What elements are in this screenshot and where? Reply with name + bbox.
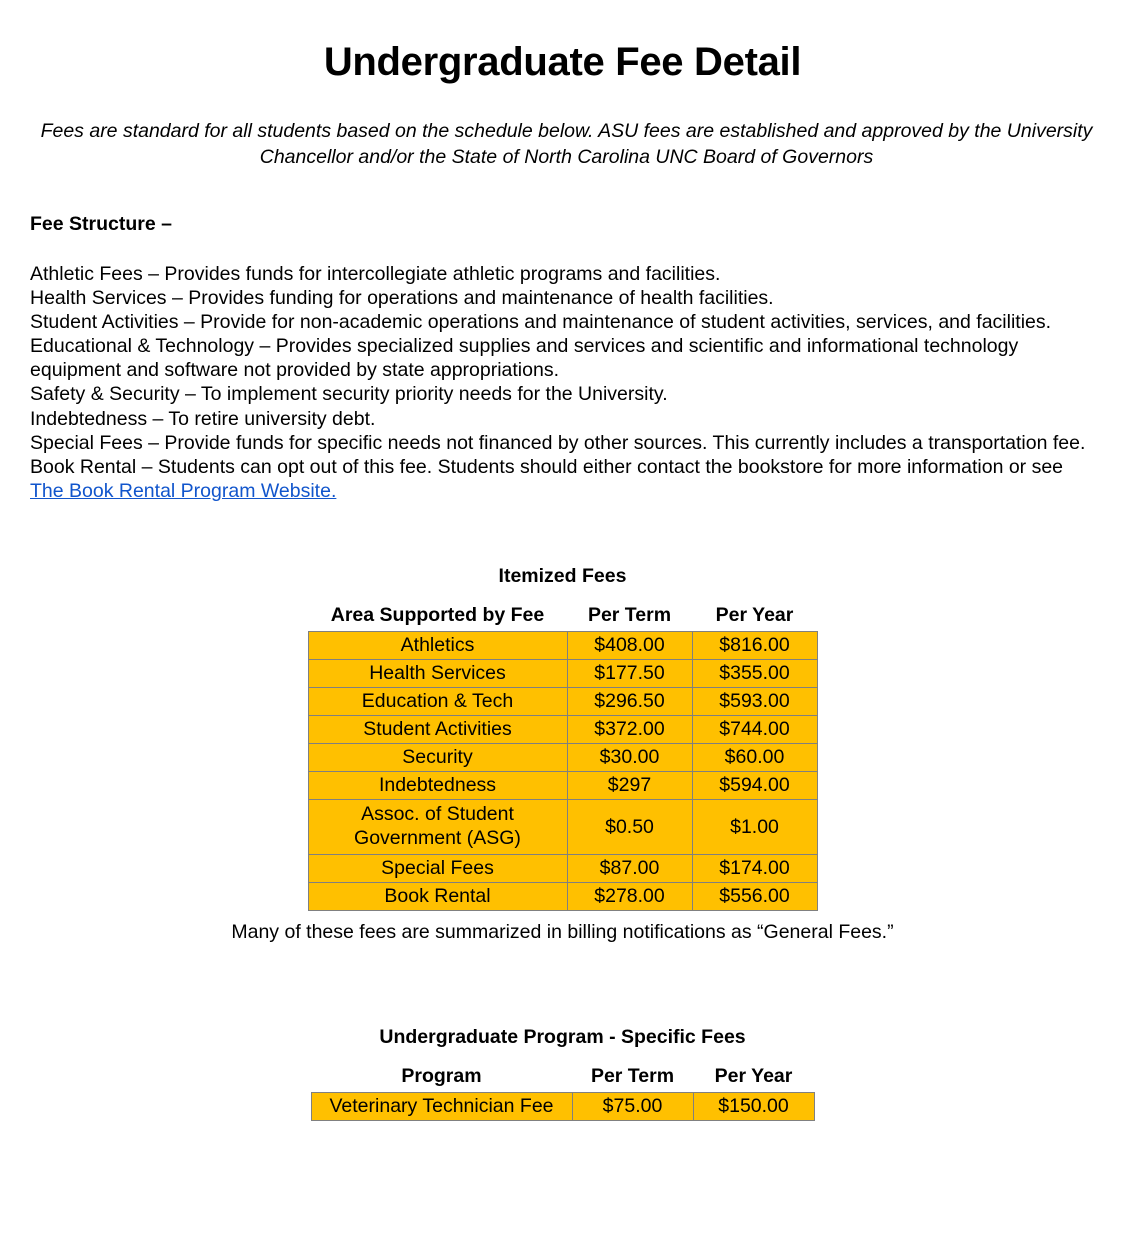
itemized-fees-table xyxy=(308,602,818,911)
table-row xyxy=(308,800,817,855)
fee-structure-line: Health Services – Provides funding for operations and maintenance of health facilities. xyxy=(30,286,774,309)
page-title: Undergraduate Fee Detail xyxy=(323,40,802,84)
section-heading-fee-structure: Fee Structure – xyxy=(30,212,172,235)
table-row xyxy=(308,716,817,744)
cell-per-term: $372.00 xyxy=(567,716,692,744)
cell-per-term: $408.00 xyxy=(567,632,692,660)
cell-area-line1: Assoc. of Student xyxy=(361,803,514,826)
cell-area: Education & Tech xyxy=(308,688,567,716)
itemized-fees-caption: Itemized Fees xyxy=(498,565,627,588)
fee-structure-list xyxy=(30,262,1095,504)
document-page xyxy=(0,40,1125,1248)
cell-per-term: $0.50 xyxy=(567,800,692,855)
cell-area-line2: Government (ASG) xyxy=(354,827,521,850)
cell-area: Student Activities xyxy=(308,716,567,744)
cell-area: Security xyxy=(308,744,567,772)
intro-paragraph: Fees are standard for all students based on the schedule below. ASU fees are established and approved by the University Chancellor and/or the State of North Carolina UNC Board of Governors xyxy=(40,120,1093,169)
itemized-fees-table-wrap xyxy=(0,602,1125,911)
cell-per-year: $174.00 xyxy=(692,854,817,882)
cell-per-term: $87.00 xyxy=(567,854,692,882)
fee-structure-line: Safety & Security – To implement security priority needs for the University. xyxy=(30,383,668,406)
table-row xyxy=(308,660,817,688)
cell-per-year: $816.00 xyxy=(692,632,817,660)
table-row xyxy=(308,744,817,772)
book-rental-line xyxy=(30,455,1095,503)
fee-structure-line: Athletic Fees – Provides funds for intercollegiate athletic programs and facilities. xyxy=(30,262,721,285)
column-header-per-year: Per Year xyxy=(714,1064,793,1087)
table-header-row xyxy=(308,602,817,632)
cell-per-year: $1.00 xyxy=(692,800,817,855)
cell-area: Special Fees xyxy=(308,854,567,882)
cell-per-year: $150.00 xyxy=(693,1092,814,1120)
fee-structure-line: Educational & Technology – Provides specialized supplies and services and scientific and informational technology equipment and software not provided by state appropriations. xyxy=(30,335,1019,382)
book-rental-text: Book Rental – Students can opt out of this fee. Students should either contact the bookstore for more information or see xyxy=(30,456,1064,478)
itemized-fees-note: Many of these fees are summarized in billing notifications as “General Fees.” xyxy=(231,920,894,943)
cell-per-term: $278.00 xyxy=(567,882,692,910)
table-row xyxy=(308,632,817,660)
column-header-per-year: Per Year xyxy=(715,604,794,627)
table-row xyxy=(308,688,817,716)
program-fees-caption: Undergraduate Program - Specific Fees xyxy=(379,1025,746,1048)
cell-area: Indebtedness xyxy=(308,772,567,800)
cell-per-term: $297 xyxy=(567,772,692,800)
cell-per-year: $556.00 xyxy=(692,882,817,910)
program-fees-table xyxy=(311,1063,815,1121)
cell-per-term: $30.00 xyxy=(567,744,692,772)
fee-structure-line: Student Activities – Provide for non-academic operations and maintenance of student activities, services, and facilities. xyxy=(30,310,1052,333)
cell-area xyxy=(308,800,567,855)
column-header-per-term: Per Term xyxy=(590,1064,675,1087)
cell-program: Veterinary Technician Fee xyxy=(311,1092,572,1120)
fee-structure-line: Special Fees – Provide funds for specific needs not financed by other sources. This currently includes a transportation fee. xyxy=(30,431,1086,454)
cell-per-term: $75.00 xyxy=(572,1092,693,1120)
cell-area: Book Rental xyxy=(308,882,567,910)
program-fees-table-wrap xyxy=(0,1063,1125,1121)
table-row xyxy=(308,882,817,910)
book-rental-program-link[interactable]: The Book Rental Program Website. xyxy=(30,480,337,503)
cell-area: Athletics xyxy=(308,632,567,660)
cell-per-year: $594.00 xyxy=(692,772,817,800)
column-header-area: Area Supported by Fee xyxy=(330,604,545,627)
column-header-per-term: Per Term xyxy=(587,604,672,627)
cell-per-year: $744.00 xyxy=(692,716,817,744)
cell-per-term: $177.50 xyxy=(567,660,692,688)
table-row xyxy=(311,1092,814,1120)
table-header-row xyxy=(311,1063,814,1093)
cell-per-term: $296.50 xyxy=(567,688,692,716)
fee-structure-line: Indebtedness – To retire university debt. xyxy=(30,407,376,430)
table-row xyxy=(308,772,817,800)
table-row xyxy=(308,854,817,882)
column-header-program: Program xyxy=(401,1064,482,1087)
cell-per-year: $60.00 xyxy=(692,744,817,772)
cell-per-year: $593.00 xyxy=(692,688,817,716)
cell-per-year: $355.00 xyxy=(692,660,817,688)
cell-area: Health Services xyxy=(308,660,567,688)
